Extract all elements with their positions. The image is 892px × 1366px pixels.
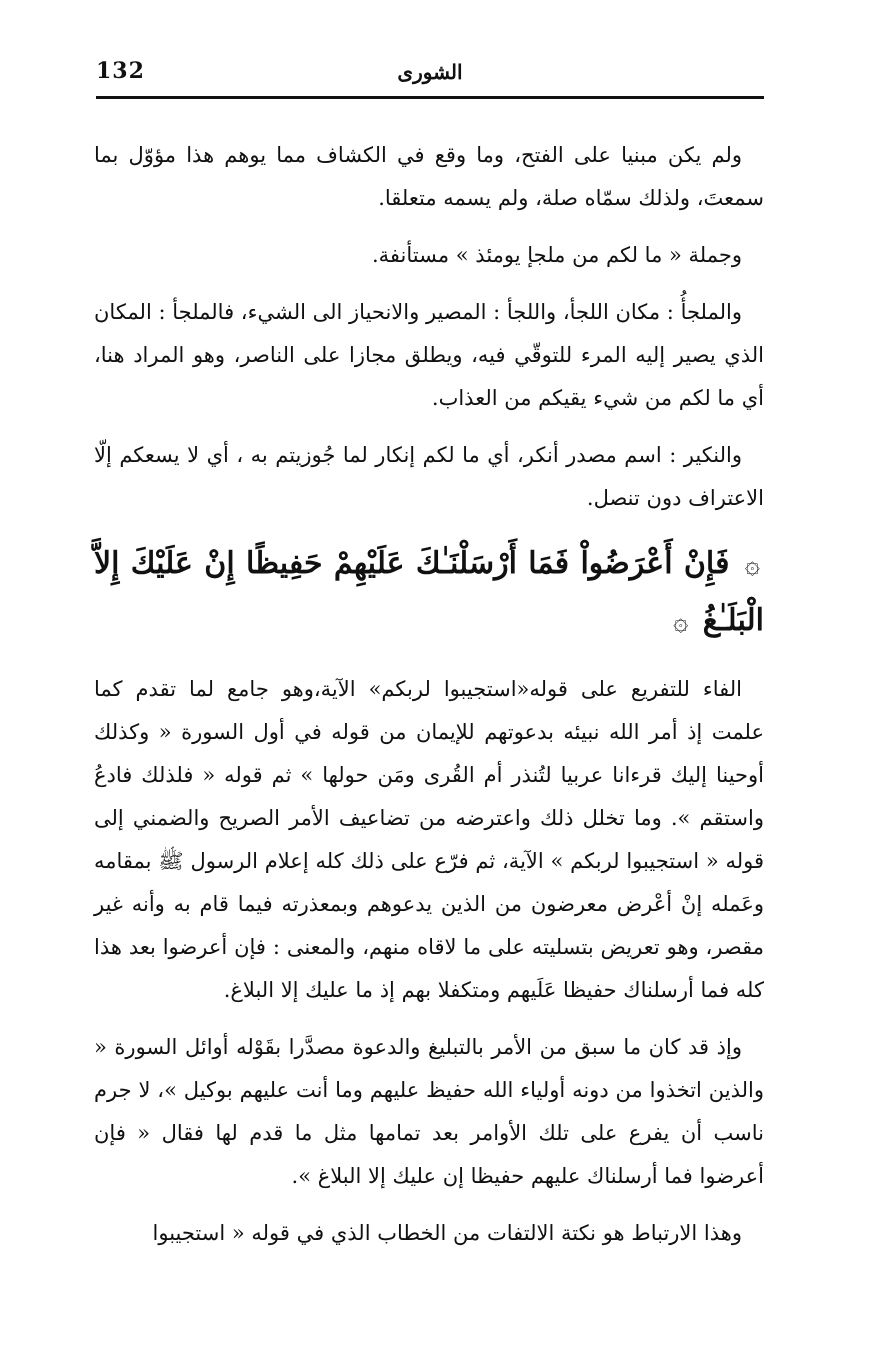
- paragraph: والملجأُ : مكان اللجأ، واللجأ : المصير والانحياز الى الشيء، فالملجأ : المكان الذي يصير إليه المرء للتوقّي فيه، ويطلق مجازا على الناصر، وهو المراد هنا، أي ما لكم من شيء يقيكم من العذاب.: [94, 300, 764, 410]
- paragraph: الفاء للتفريع على قوله«استجيبوا لربكم» الآية،وهو جامع لما تقدم كما علمت إذ أمر الله نبيئه بدعوتهم للإيمان من قوله في أول السورة « وكذلك أوحينا إليك قرءانا عربيا لتُنذر أم القُرى ومَن حولها » ثم قوله « فلذلك فادعُ واستقم ». وما تخلل ذلك واعترضه من تضاعيف الأمر الصريح والضمني إلى قوله « استجيبوا لربكم » الآية، ثم فرّع على ذلك كله إعلام الرسول ﷺ بمقامه وعَمله إنْ أعْرض معرضون من الذين يدعوهم وبمعذرته فيما قام به وأنه غير مقصر، وهو تعريض بتسليته على ما لاقاه منهم، والمعنى : فإن أعرضوا بعد هذا كله فما أرسلناك حفيظا عَلَيهم ومتكفلا بهم إذ ما عليك إلا البلاغ.: [94, 677, 764, 1002]
- paragraph: وإذ قد كان ما سبق من الأمر بالتبليغ والدعوة مصدَّرا بقَوْله أوائل السورة « والذين اتخذوا من دونه أولياء الله حفيظ عليهم وما أنت عليهم بوكيل »، لا جرم ناسب أن يفرع على تلك الأوامر بعد تمامها مثل ما قدم لها فقال « فإن أعرضوا فما أرسلناك عليهم حفيظا إن عليك إلا البلاغ ».: [94, 1035, 764, 1188]
- body-text: [94, 134, 764, 1269]
- paragraph: وجملة « ما لكم من ملجإ يومئذ » مستأنفة.: [371, 243, 742, 267]
- quran-verse: [94, 536, 764, 650]
- verse-close-ornament: ۞: [673, 607, 689, 637]
- page-number: 132: [96, 58, 145, 84]
- paragraph: ولم يكن مبنيا على الفتح، وما وقع في الكشاف مما يوهم هذا مؤوّل بما سمعتَ، ولذلك سمّاه صلة، ولم يسمه متعلقا.: [94, 143, 764, 210]
- verse-open-ornament: ۞: [744, 550, 760, 580]
- paragraph: وهذا الارتباط هو نكتة الالتفات من الخطاب الذي في قوله « استجيبوا: [152, 1221, 742, 1245]
- page-header: [96, 52, 764, 96]
- verse-text: فَإِنْ أَعْرَضُواْ فَمَا أَرْسَلْنَـٰكَ عَلَيْهِمْ حَفِيظًا إِنْ عَلَيْكَ إِلاَّ الْبَلَـٰغُ: [94, 546, 764, 638]
- running-title: الشورى: [397, 60, 463, 84]
- paragraph: والنكير : اسم مصدر أنكر، أي ما لكم إنكار لما جُوزيتم به ، أي لا يسعكم إلّا الاعتراف دون تنصل.: [94, 443, 764, 510]
- header-rule: [96, 96, 764, 99]
